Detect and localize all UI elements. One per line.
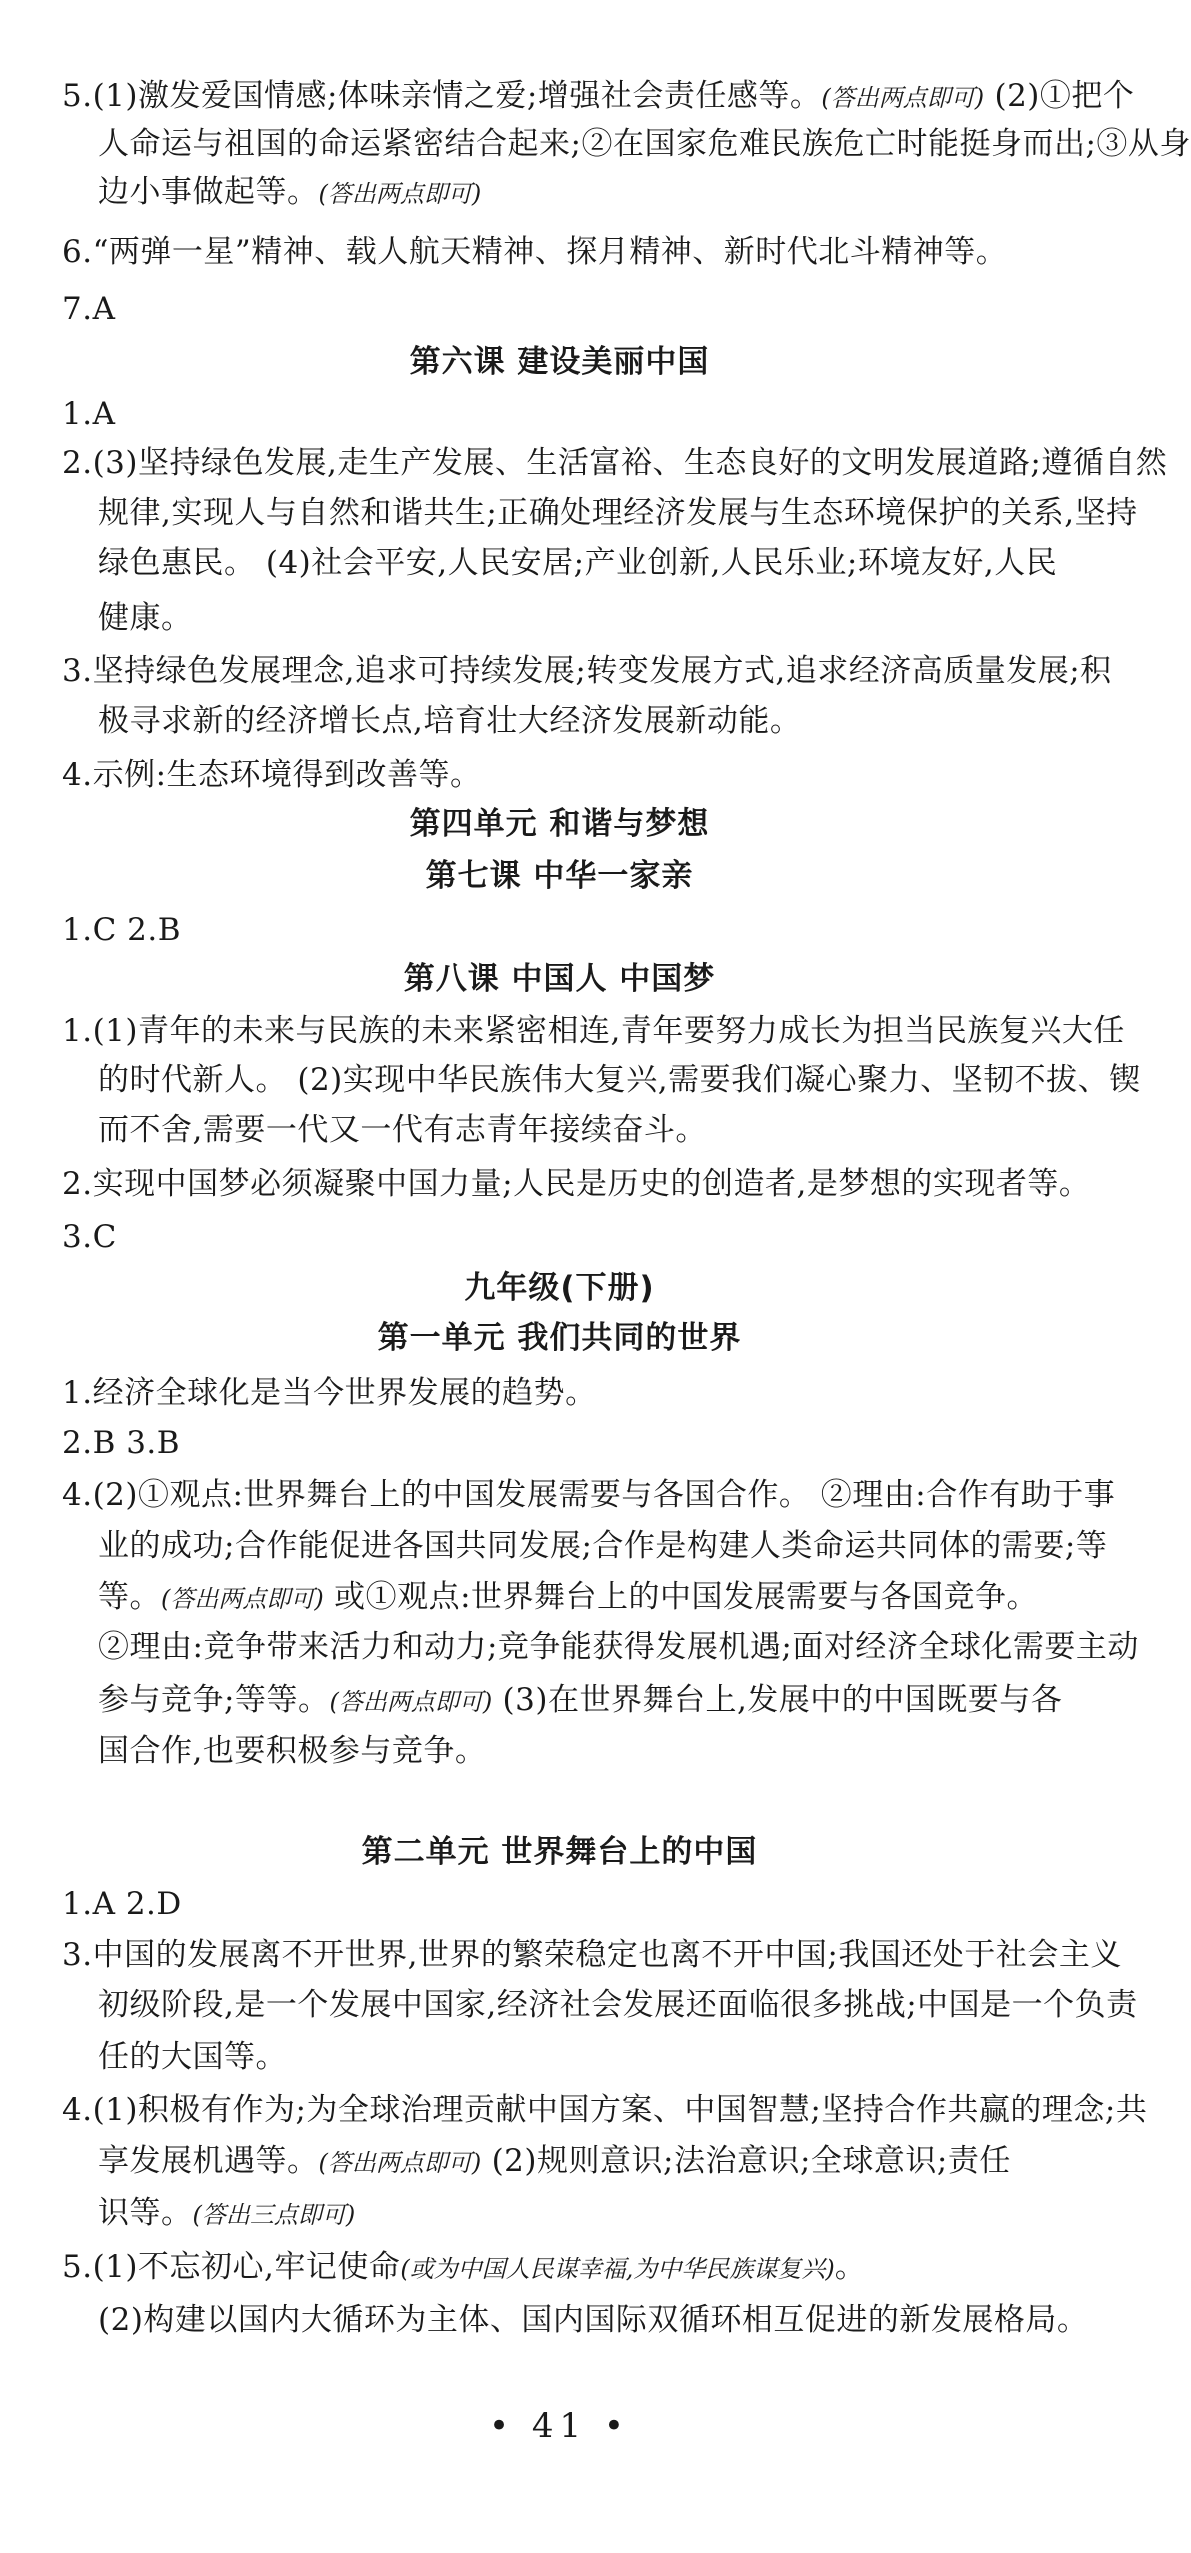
- text-line: 3.坚持绿色发展理念,追求可持续发展;转变发展方式,追求经济高质量发展;积: [62, 653, 1112, 689]
- text-line: 边小事做起等。(答出两点即可): [98, 174, 482, 210]
- text-line: 4.(2)①观点:世界舞台上的中国发展需要与各国合作。 ②理由:合作有助于事: [62, 1477, 1116, 1513]
- text-line: 绿色惠民。 (4)社会平安,人民安居;产业创新,人民乐业;环境友好,人民: [98, 545, 1058, 581]
- text-line: 的时代新人。 (2)实现中华民族伟大复兴,需要我们凝心聚力、坚韧不拔、锲: [98, 1062, 1141, 1098]
- text-line: 3.C: [62, 1219, 117, 1255]
- unit-heading: 第一单元 我们共同的世界: [377, 1320, 742, 1356]
- text-line: 业的成功;合作能促进各国共同发展;合作是构建人类命运共同体的需要;等: [98, 1528, 1108, 1564]
- text-line: 识等。(答出三点即可): [98, 2195, 356, 2231]
- page-number: • 41 •: [489, 2406, 630, 2446]
- text-line: 1.经济全球化是当今世界发展的趋势。: [62, 1375, 597, 1411]
- text-line: ②理由:竞争带来活力和动力;竞争能获得发展机遇;面对经济全球化需要主动: [98, 1629, 1139, 1665]
- text-line: (2)构建以国内大循环为主体、国内国际双循环相互促进的新发展格局。: [98, 2302, 1089, 2338]
- text-line: 享发展机遇等。(答出两点即可) (2)规则意识;法治意识;全球意识;责任: [98, 2143, 1011, 2179]
- text-line: 2.(3)坚持绿色发展,走生产发展、生活富裕、生态良好的文明发展道路;遵循自然: [62, 445, 1168, 481]
- text-line: 初级阶段,是一个发展中国家,经济社会发展还面临很多挑战;中国是一个负责: [98, 1987, 1138, 2023]
- text-line: 参与竞争;等等。(答出两点即可) (3)在世界舞台上,发展中的中国既要与各: [98, 1682, 1063, 1718]
- unit-heading: 第二单元 世界舞台上的中国: [361, 1834, 758, 1870]
- text-line: 人命运与祖国的命运紧密结合起来;②在国家危难民族危亡时能挺身而出;③从身: [98, 126, 1191, 162]
- text-line: 规律,实现人与自然和谐共生;正确处理经济发展与生态环境保护的关系,坚持: [98, 495, 1138, 531]
- text-line: 健康。: [98, 600, 193, 636]
- section-heading: 第六课 建设美丽中国: [409, 344, 710, 380]
- section-heading: 第七课 中华一家亲: [425, 858, 694, 894]
- text-line: 极寻求新的经济增长点,培育壮大经济发展新动能。: [98, 703, 802, 739]
- text-line: 4.示例:生态环境得到改善等。: [62, 757, 482, 793]
- text-line: 2.实现中国梦必须凝聚中国力量;人民是历史的创造者,是梦想的实现者等。: [62, 1166, 1091, 1202]
- book-heading: 九年级(下册): [464, 1270, 655, 1306]
- text-line: 国合作,也要积极参与竞争。: [98, 1733, 487, 1769]
- text-line: 1.(1)青年的未来与民族的未来紧密相连,青年要努力成长为担当民族复兴大任: [62, 1013, 1125, 1049]
- text-line: 4.(1)积极有作为;为全球治理贡献中国方案、中国智慧;坚持合作共赢的理念;共: [62, 2092, 1148, 2128]
- unit-heading: 第四单元 和谐与梦想: [409, 806, 710, 842]
- text-line: 任的大国等。: [98, 2039, 287, 2075]
- text-line: 3.中国的发展离不开世界,世界的繁荣稳定也离不开中国;我国还处于社会主义: [62, 1937, 1122, 1973]
- text-line: 6.“两弹一星”精神、载人航天精神、探月精神、新时代北斗精神等。: [62, 234, 1008, 270]
- text-line: 1.A: [62, 396, 116, 432]
- text-line: 2.B 3.B: [62, 1425, 181, 1461]
- text-line: 5.(1)不忘初心,牢记使命(或为中国人民谋幸福,为中华民族谋复兴)。: [62, 2249, 867, 2285]
- text-line: 5.(1)激发爱国情感;体味亲情之爱;增强社会责任感等。(答出两点即可) (2)①把个: [62, 78, 1135, 114]
- text-line: 1.C 2.B: [62, 912, 182, 948]
- text-line: 等。(答出两点即可) 或①观点:世界舞台上的中国发展需要与各国竞争。: [98, 1579, 1039, 1615]
- section-heading: 第八课 中国人 中国梦: [403, 961, 716, 997]
- text-line: 而不舍,需要一代又一代有志青年接续奋斗。: [98, 1112, 707, 1148]
- text-line: 7.A: [62, 291, 116, 327]
- text-line: 1.A 2.D: [62, 1886, 182, 1922]
